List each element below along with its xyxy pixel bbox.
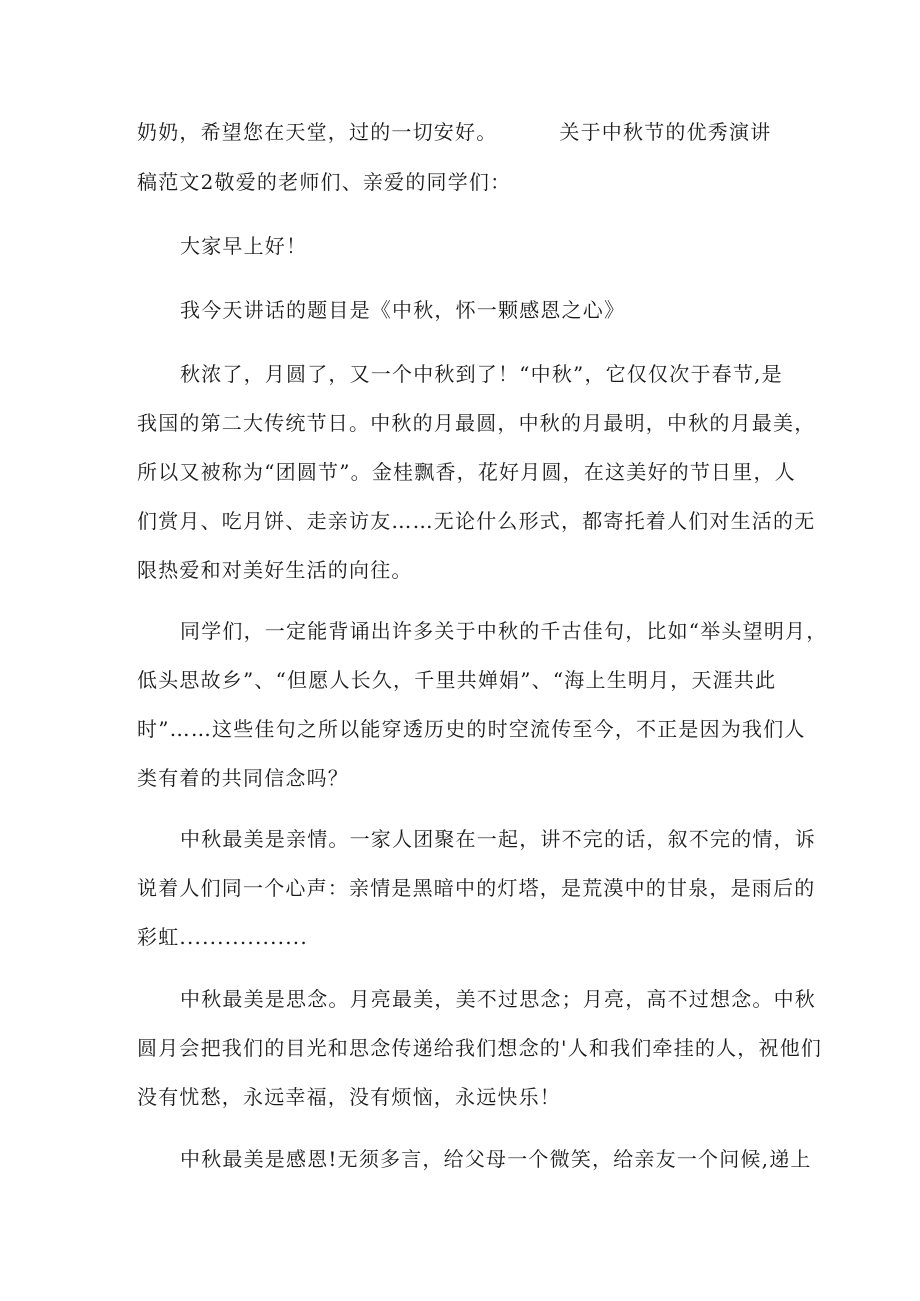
text-line: 限热爱和对美好生活的向往。 <box>137 558 413 582</box>
text-line: 同学们，一定能背诵出许多关于中秋的千古佳句，比如“举头望明月， <box>180 619 828 643</box>
text-line: 我国的第二大传统节日。中秋的月最圆，中秋的月最明，中秋的月最美， <box>137 411 816 435</box>
text-line: 中秋最美是感恩!无须多言，给父母一个微笑，给亲友一个问候,递上 <box>180 1147 812 1171</box>
text-segment: 奶奶，希望您在天堂，过的一切安好。 <box>137 120 498 144</box>
text-line: 秋浓了，月圆了，又一个中秋到了！“中秋”，它仅仅次于春节,是 <box>180 362 783 386</box>
text-line: 彩虹................. <box>137 925 308 949</box>
text-line: 说着人们同一个心声：亲情是黑暗中的灯塔，是荒漠中的甘泉，是雨后的 <box>137 876 816 900</box>
text-line: 所以又被称为“团圆节”。金桂飘香，花好月圆，在这美好的节日里，人 <box>137 460 796 484</box>
text-line: 我今天讲话的题目是《中秋，怀一颗感恩之心》 <box>180 298 626 322</box>
text-line: 中秋最美是思念。月亮最美，美不过思念；月亮，高不过想念。中秋 <box>180 987 816 1011</box>
text-line: 低头思故乡”、“但愿人长久，千里共婵娟”、“海上生明月，天涯共此 <box>137 668 777 692</box>
text-line <box>137 118 771 146</box>
text-line: 时”……这些佳句之所以能穿透历史的时空流传至今，不正是因为我们人 <box>137 717 806 741</box>
text-line: 稿范文2敬爱的老师们、亲爱的同学们： <box>137 170 512 194</box>
text-line: 没有忧愁，永远幸福，没有烦恼，永远快乐！ <box>137 1085 561 1109</box>
text-line: 中秋最美是亲情。一家人团聚在一起，讲不完的话，叙不完的情，诉 <box>180 827 816 851</box>
text-line: 大家早上好！ <box>180 234 308 258</box>
text-line: 们赏月、吃月饼、走亲访友……无论什么形式，都寄托着人们对生活的无 <box>137 509 816 533</box>
text-line: 圆月会把我们的目光和思念传递给我们想念的'人和我们牵挂的人，祝他们 <box>137 1036 823 1060</box>
text-line: 类有着的共同信念吗？ <box>137 766 349 790</box>
section-title: 关于中秋节的优秀演讲 <box>559 120 772 144</box>
